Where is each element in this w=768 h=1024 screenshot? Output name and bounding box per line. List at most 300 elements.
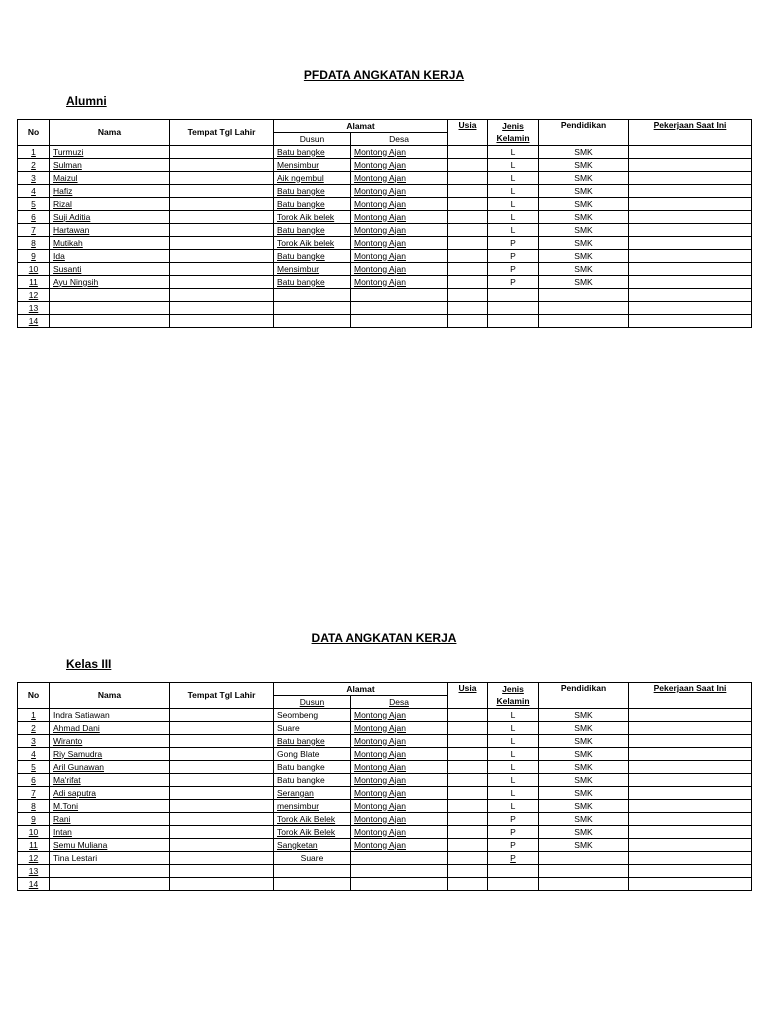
cell-jenis-kelamin: L — [488, 774, 539, 787]
cell-no: 13 — [18, 865, 50, 878]
table-row — [18, 761, 752, 774]
cell-pendidikan: SMK — [539, 800, 629, 813]
cell-no: 6 — [18, 774, 50, 787]
cell-tempat-tgl-lahir — [170, 159, 274, 172]
cell-pekerjaan — [629, 735, 752, 748]
cell-tempat-tgl-lahir — [170, 722, 274, 735]
cell-jenis-kelamin: L — [488, 159, 539, 172]
cell-dusun: Batu bangke — [274, 761, 351, 774]
cell-no: 8 — [18, 800, 50, 813]
cell-usia — [448, 826, 488, 839]
table-row — [18, 315, 752, 328]
cell-nama: Ahmad Dani — [50, 722, 170, 735]
cell-dusun: Batu bangke — [274, 198, 351, 211]
cell-no: 10 — [18, 263, 50, 276]
cell-no: 4 — [18, 185, 50, 198]
cell-desa: Montong Ajan — [351, 159, 448, 172]
cell-desa: Montong Ajan — [351, 748, 448, 761]
cell-tempat-tgl-lahir — [170, 172, 274, 185]
cell-dusun — [274, 289, 351, 302]
cell-desa — [351, 852, 448, 865]
cell-jenis-kelamin — [488, 315, 539, 328]
cell-tempat-tgl-lahir — [170, 709, 274, 722]
cell-pekerjaan — [629, 146, 752, 159]
cell-no: 8 — [18, 237, 50, 250]
table-row — [18, 185, 752, 198]
cell-dusun: Batu bangke — [274, 735, 351, 748]
header-nama: Nama — [50, 683, 170, 709]
cell-no: 9 — [18, 250, 50, 263]
table-row — [18, 302, 752, 315]
cell-no: 10 — [18, 826, 50, 839]
cell-desa — [351, 878, 448, 891]
cell-nama: Adi saputra — [50, 787, 170, 800]
cell-jenis-kelamin: L — [488, 146, 539, 159]
cell-no: 1 — [18, 709, 50, 722]
cell-nama — [50, 315, 170, 328]
cell-dusun: Serangan — [274, 787, 351, 800]
header-pendidikan: Pendidikan — [539, 683, 629, 709]
cell-usia — [448, 172, 488, 185]
cell-jenis-kelamin — [488, 289, 539, 302]
cell-desa: Montong Ajan — [351, 276, 448, 289]
cell-desa: Montong Ajan — [351, 250, 448, 263]
cell-pekerjaan — [629, 237, 752, 250]
cell-nama: Intan — [50, 826, 170, 839]
cell-pekerjaan — [629, 198, 752, 211]
cell-nama: Indra Satiawan — [50, 709, 170, 722]
cell-pendidikan: SMK — [539, 774, 629, 787]
cell-nama: Riy Samudra — [50, 748, 170, 761]
data-table-kelas-iii — [17, 682, 752, 891]
cell-tempat-tgl-lahir — [170, 237, 274, 250]
cell-dusun: Gong Blate — [274, 748, 351, 761]
cell-dusun — [274, 878, 351, 891]
cell-usia — [448, 237, 488, 250]
cell-jenis-kelamin: L — [488, 722, 539, 735]
cell-nama: Suji Aditia — [50, 211, 170, 224]
cell-dusun: Batu bangke — [274, 276, 351, 289]
table-row — [18, 800, 752, 813]
cell-dusun — [274, 315, 351, 328]
cell-no: 12 — [18, 289, 50, 302]
table-row — [18, 748, 752, 761]
cell-desa: Montong Ajan — [351, 146, 448, 159]
cell-desa: Montong Ajan — [351, 839, 448, 852]
cell-no: 14 — [18, 315, 50, 328]
cell-tempat-tgl-lahir — [170, 839, 274, 852]
cell-usia — [448, 774, 488, 787]
table-row — [18, 172, 752, 185]
cell-pendidikan — [539, 289, 629, 302]
header-pendidikan: Pendidikan — [539, 120, 629, 146]
cell-tempat-tgl-lahir — [170, 865, 274, 878]
cell-tempat-tgl-lahir — [170, 878, 274, 891]
cell-pendidikan: SMK — [539, 722, 629, 735]
cell-pekerjaan — [629, 722, 752, 735]
cell-dusun: Torok Aik belek — [274, 211, 351, 224]
table-row — [18, 735, 752, 748]
header-no: No — [18, 120, 50, 146]
cell-dusun: Torok Aik Belek — [274, 826, 351, 839]
cell-usia — [448, 761, 488, 774]
cell-nama — [50, 302, 170, 315]
cell-jenis-kelamin: L — [488, 224, 539, 237]
table-row — [18, 852, 752, 865]
table-row — [18, 211, 752, 224]
cell-usia — [448, 865, 488, 878]
cell-desa: Montong Ajan — [351, 198, 448, 211]
header-pekerjaan: Pekerjaan Saat Ini — [629, 683, 752, 709]
cell-desa: Montong Ajan — [351, 826, 448, 839]
cell-pekerjaan — [629, 774, 752, 787]
cell-nama: Semu Muliana — [50, 839, 170, 852]
cell-pekerjaan — [629, 800, 752, 813]
cell-jenis-kelamin: P — [488, 839, 539, 852]
cell-desa: Montong Ajan — [351, 735, 448, 748]
cell-dusun: Mensimbur — [274, 159, 351, 172]
header-pekerjaan: Pekerjaan Saat Ini — [629, 120, 752, 146]
section-subtitle: Kelas III — [66, 657, 112, 671]
cell-pendidikan — [539, 315, 629, 328]
cell-tempat-tgl-lahir — [170, 302, 274, 315]
cell-nama: Susanti — [50, 263, 170, 276]
cell-tempat-tgl-lahir — [170, 250, 274, 263]
cell-pendidikan — [539, 852, 629, 865]
cell-pekerjaan — [629, 878, 752, 891]
cell-pekerjaan — [629, 185, 752, 198]
cell-pekerjaan — [629, 211, 752, 224]
cell-nama: M.Toni — [50, 800, 170, 813]
cell-desa: Montong Ajan — [351, 709, 448, 722]
cell-no: 12 — [18, 852, 50, 865]
cell-dusun: Torok Aik belek — [274, 237, 351, 250]
header-usia: Usia — [448, 120, 488, 146]
page-title: PFDATA ANGKATAN KERJA — [303, 68, 465, 82]
cell-dusun: Suare — [274, 852, 351, 865]
cell-pendidikan: SMK — [539, 263, 629, 276]
cell-usia — [448, 735, 488, 748]
cell-pekerjaan — [629, 289, 752, 302]
cell-dusun: Batu bangke — [274, 224, 351, 237]
cell-usia — [448, 748, 488, 761]
cell-desa: Montong Ajan — [351, 237, 448, 250]
header-tempat-tgl-lahir: Tempat Tgl Lahir — [170, 683, 274, 709]
cell-pendidikan: SMK — [539, 748, 629, 761]
cell-nama: Ida — [50, 250, 170, 263]
cell-tempat-tgl-lahir — [170, 276, 274, 289]
page-title: DATA ANGKATAN KERJA — [311, 631, 457, 645]
cell-dusun — [274, 302, 351, 315]
cell-tempat-tgl-lahir — [170, 800, 274, 813]
cell-pendidikan: SMK — [539, 250, 629, 263]
table-row — [18, 146, 752, 159]
cell-pendidikan: SMK — [539, 172, 629, 185]
cell-tempat-tgl-lahir — [170, 774, 274, 787]
cell-pendidikan — [539, 878, 629, 891]
cell-desa: Montong Ajan — [351, 185, 448, 198]
cell-tempat-tgl-lahir — [170, 787, 274, 800]
cell-usia — [448, 185, 488, 198]
cell-tempat-tgl-lahir — [170, 735, 274, 748]
cell-tempat-tgl-lahir — [170, 289, 274, 302]
cell-no: 9 — [18, 813, 50, 826]
cell-desa: Montong Ajan — [351, 224, 448, 237]
cell-usia — [448, 159, 488, 172]
cell-no: 5 — [18, 761, 50, 774]
cell-pekerjaan — [629, 852, 752, 865]
cell-pendidikan: SMK — [539, 146, 629, 159]
cell-pekerjaan — [629, 159, 752, 172]
cell-usia — [448, 302, 488, 315]
cell-pendidikan: SMK — [539, 224, 629, 237]
cell-nama: Maizul — [50, 172, 170, 185]
cell-usia — [448, 224, 488, 237]
table-row — [18, 276, 752, 289]
table-row — [18, 250, 752, 263]
cell-tempat-tgl-lahir — [170, 852, 274, 865]
cell-nama: Aril Gunawan — [50, 761, 170, 774]
cell-pekerjaan — [629, 787, 752, 800]
table-row — [18, 198, 752, 211]
cell-nama: Wiranto — [50, 735, 170, 748]
cell-usia — [448, 787, 488, 800]
cell-desa: Montong Ajan — [351, 172, 448, 185]
cell-tempat-tgl-lahir — [170, 826, 274, 839]
cell-jenis-kelamin: L — [488, 787, 539, 800]
cell-nama: Hafiz — [50, 185, 170, 198]
cell-pekerjaan — [629, 826, 752, 839]
cell-desa: Montong Ajan — [351, 787, 448, 800]
cell-usia — [448, 250, 488, 263]
cell-tempat-tgl-lahir — [170, 813, 274, 826]
cell-tempat-tgl-lahir — [170, 211, 274, 224]
cell-jenis-kelamin: L — [488, 709, 539, 722]
cell-dusun: Sangketan — [274, 839, 351, 852]
cell-tempat-tgl-lahir — [170, 224, 274, 237]
header-jenis: Jenis — [488, 120, 539, 133]
cell-no: 5 — [18, 198, 50, 211]
cell-jenis-kelamin — [488, 302, 539, 315]
cell-usia — [448, 800, 488, 813]
cell-no: 2 — [18, 159, 50, 172]
table-row — [18, 159, 752, 172]
cell-dusun: Batu bangke — [274, 146, 351, 159]
cell-nama: Tina Lestari — [50, 852, 170, 865]
cell-jenis-kelamin: L — [488, 172, 539, 185]
header-desa: Desa — [351, 133, 448, 146]
cell-jenis-kelamin — [488, 878, 539, 891]
table-row — [18, 722, 752, 735]
cell-usia — [448, 709, 488, 722]
cell-nama: Ayu Ningsih — [50, 276, 170, 289]
cell-usia — [448, 276, 488, 289]
cell-pekerjaan — [629, 813, 752, 826]
cell-pendidikan: SMK — [539, 813, 629, 826]
cell-dusun: Batu bangke — [274, 774, 351, 787]
table-row — [18, 878, 752, 891]
cell-nama: Mutikah — [50, 237, 170, 250]
cell-no: 3 — [18, 735, 50, 748]
cell-desa — [351, 289, 448, 302]
cell-dusun: Mensimbur — [274, 263, 351, 276]
cell-desa: Montong Ajan — [351, 761, 448, 774]
cell-jenis-kelamin: L — [488, 748, 539, 761]
table-row — [18, 839, 752, 852]
cell-jenis-kelamin: P — [488, 813, 539, 826]
table-row — [18, 263, 752, 276]
cell-desa — [351, 315, 448, 328]
cell-usia — [448, 289, 488, 302]
cell-dusun: mensimbur — [274, 800, 351, 813]
cell-dusun: Suare — [274, 722, 351, 735]
header-jenis: Jenis — [488, 683, 539, 696]
cell-tempat-tgl-lahir — [170, 263, 274, 276]
cell-pekerjaan — [629, 865, 752, 878]
cell-pendidikan — [539, 302, 629, 315]
cell-pekerjaan — [629, 276, 752, 289]
cell-pendidikan: SMK — [539, 735, 629, 748]
cell-nama: Sulman — [50, 159, 170, 172]
cell-pendidikan: SMK — [539, 198, 629, 211]
cell-usia — [448, 263, 488, 276]
cell-desa — [351, 302, 448, 315]
header-kelamin: Kelamin — [488, 133, 539, 146]
cell-jenis-kelamin: P — [488, 250, 539, 263]
table-row — [18, 813, 752, 826]
table-row — [18, 774, 752, 787]
cell-no: 14 — [18, 878, 50, 891]
cell-usia — [448, 722, 488, 735]
cell-pekerjaan — [629, 172, 752, 185]
header-alamat: Alamat — [274, 683, 448, 696]
cell-nama: Rizal — [50, 198, 170, 211]
cell-usia — [448, 852, 488, 865]
cell-nama — [50, 289, 170, 302]
cell-desa: Montong Ajan — [351, 211, 448, 224]
cell-jenis-kelamin: L — [488, 211, 539, 224]
cell-no: 7 — [18, 787, 50, 800]
cell-dusun: Torok Aik Belek — [274, 813, 351, 826]
table-row — [18, 865, 752, 878]
cell-dusun: Batu bangke — [274, 250, 351, 263]
header-dusun: Dusun — [274, 696, 351, 709]
cell-pendidikan: SMK — [539, 276, 629, 289]
cell-no: 13 — [18, 302, 50, 315]
cell-desa: Montong Ajan — [351, 263, 448, 276]
cell-no: 3 — [18, 172, 50, 185]
cell-no: 4 — [18, 748, 50, 761]
header-no: No — [18, 683, 50, 709]
cell-tempat-tgl-lahir — [170, 198, 274, 211]
cell-tempat-tgl-lahir — [170, 761, 274, 774]
cell-pendidikan: SMK — [539, 826, 629, 839]
data-table-alumni — [17, 119, 752, 328]
cell-desa: Montong Ajan — [351, 774, 448, 787]
table-row — [18, 289, 752, 302]
cell-tempat-tgl-lahir — [170, 146, 274, 159]
cell-jenis-kelamin — [488, 865, 539, 878]
table-row — [18, 787, 752, 800]
cell-pendidikan: SMK — [539, 211, 629, 224]
cell-no: 11 — [18, 839, 50, 852]
cell-nama — [50, 878, 170, 891]
table-row — [18, 826, 752, 839]
cell-jenis-kelamin: P — [488, 826, 539, 839]
cell-jenis-kelamin: L — [488, 800, 539, 813]
cell-pendidikan: SMK — [539, 709, 629, 722]
cell-usia — [448, 839, 488, 852]
cell-dusun: Aik ngembul — [274, 172, 351, 185]
cell-jenis-kelamin: L — [488, 185, 539, 198]
header-nama: Nama — [50, 120, 170, 146]
cell-tempat-tgl-lahir — [170, 748, 274, 761]
cell-nama: Hartawan — [50, 224, 170, 237]
header-tempat-tgl-lahir: Tempat Tgl Lahir — [170, 120, 274, 146]
cell-no: 7 — [18, 224, 50, 237]
cell-nama: Turmuzi — [50, 146, 170, 159]
cell-pendidikan: SMK — [539, 839, 629, 852]
header-dusun: Dusun — [274, 133, 351, 146]
cell-no: 11 — [18, 276, 50, 289]
cell-desa: Montong Ajan — [351, 722, 448, 735]
cell-pekerjaan — [629, 748, 752, 761]
cell-pendidikan: SMK — [539, 787, 629, 800]
header-desa: Desa — [351, 696, 448, 709]
cell-jenis-kelamin: P — [488, 237, 539, 250]
cell-pekerjaan — [629, 709, 752, 722]
cell-tempat-tgl-lahir — [170, 315, 274, 328]
cell-jenis-kelamin: P — [488, 276, 539, 289]
cell-pekerjaan — [629, 250, 752, 263]
cell-usia — [448, 813, 488, 826]
table-row — [18, 709, 752, 722]
cell-no: 6 — [18, 211, 50, 224]
cell-nama — [50, 865, 170, 878]
cell-pekerjaan — [629, 839, 752, 852]
cell-pekerjaan — [629, 224, 752, 237]
cell-pendidikan: SMK — [539, 185, 629, 198]
cell-pendidikan: SMK — [539, 761, 629, 774]
section-subtitle: Alumni — [66, 94, 107, 108]
cell-jenis-kelamin: L — [488, 761, 539, 774]
cell-pekerjaan — [629, 315, 752, 328]
cell-pekerjaan — [629, 761, 752, 774]
cell-nama: Ma'rifat — [50, 774, 170, 787]
cell-pekerjaan — [629, 302, 752, 315]
cell-pekerjaan — [629, 263, 752, 276]
header-kelamin: Kelamin — [488, 696, 539, 709]
cell-pendidikan: SMK — [539, 159, 629, 172]
cell-usia — [448, 315, 488, 328]
table-row — [18, 237, 752, 250]
cell-pendidikan — [539, 865, 629, 878]
cell-jenis-kelamin: P — [488, 263, 539, 276]
cell-dusun: Batu bangke — [274, 185, 351, 198]
cell-jenis-kelamin: L — [488, 198, 539, 211]
cell-jenis-kelamin: L — [488, 735, 539, 748]
cell-desa — [351, 865, 448, 878]
cell-no: 1 — [18, 146, 50, 159]
header-usia: Usia — [448, 683, 488, 709]
cell-desa: Montong Ajan — [351, 800, 448, 813]
cell-dusun — [274, 865, 351, 878]
header-alamat: Alamat — [274, 120, 448, 133]
cell-usia — [448, 198, 488, 211]
cell-usia — [448, 146, 488, 159]
cell-dusun: Seombeng — [274, 709, 351, 722]
cell-usia — [448, 878, 488, 891]
